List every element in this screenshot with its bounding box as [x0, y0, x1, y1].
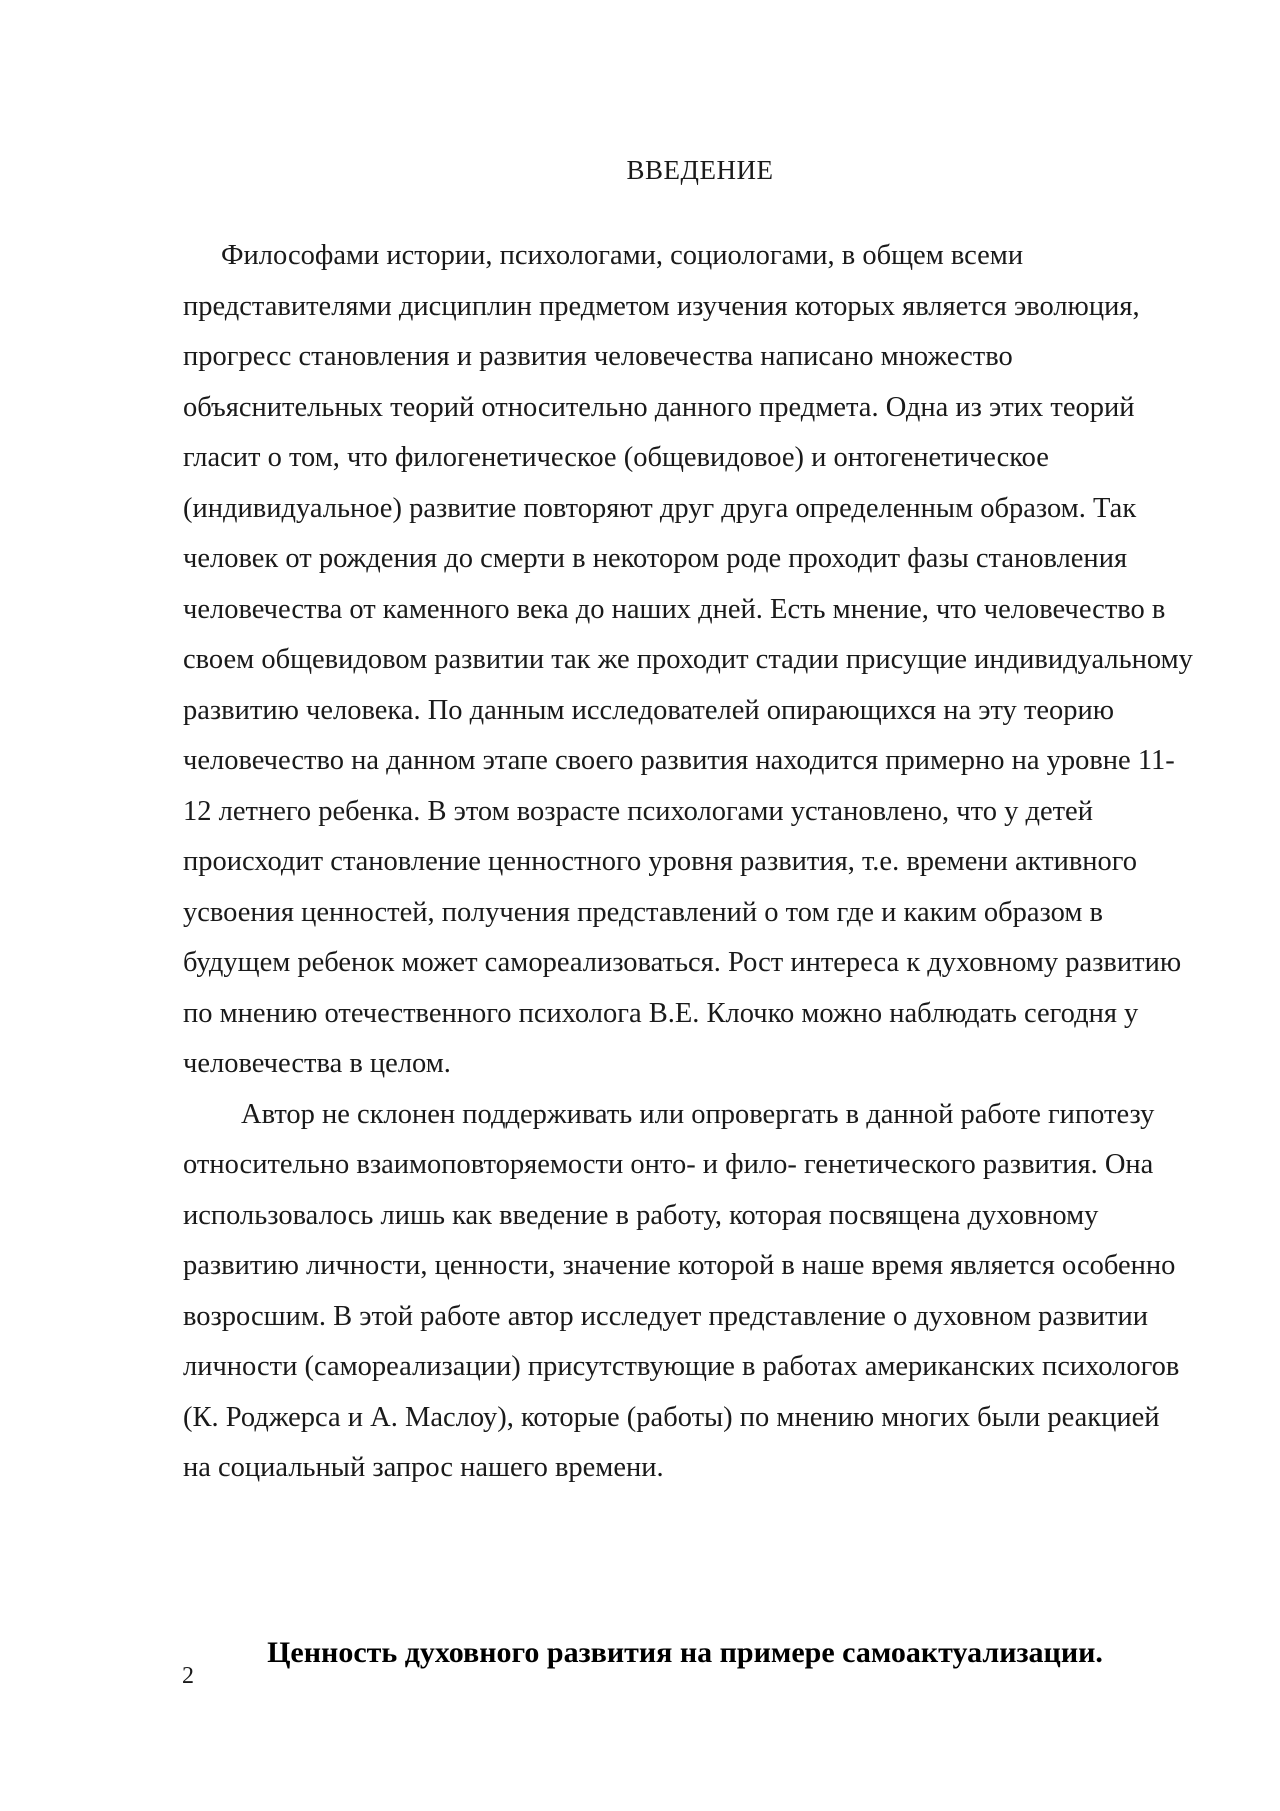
- page-heading: ВВЕДЕНИЕ: [626, 155, 774, 185]
- section-title: Ценность духовного развития на примере самоактуализации.: [267, 1636, 1103, 1669]
- body-text: [183, 231, 1193, 1494]
- page-number: 2: [182, 1663, 194, 1689]
- paragraph-intro: Философами истории, психологами, социологами, в общем всеми представителями дисциплин предметом изучения которых является эволюция, прогресс становления и развития человечества написано множество объяснительных теорий относительно данного предмета. Одна из этих теорий гласит о том, что филогенетическое (общевидовое) и онтогенетическое (индивидуальное) развитие повторяют друг друга определенным образом. Так человек от рождения до смерти в некотором роде проходит фазы становления человечества от каменного века до наших дней. Есть мнение, что человечество в своем общевидовом развитии так же проходит стадии присущие индивидуальному развитию человека. По данным исследователей опирающихся на эту теорию человечество на данном этапе своего развития находится примерно на уровне 11-12 летнего ребенка. В этом возрасте психологами установлено, что у детей происходит становление ценностного уровня развития, т.е. времени активного усвоения ценностей, получения представлений о том где и каким образом в будущем ребенок может самореализоваться. Рост интереса к духовному развитию по мнению отечественного психолога В.Е. Клочко можно наблюдать сегодня у человечества в целом.: [183, 240, 1193, 1079]
- paragraph-author: Автор не склонен поддерживать или опровергать в данной работе гипотезу относительно взаимоповторяемости онто- и фило- генетического развития. Она использовалось лишь как введение в работу, которая посвящена духовному развитию личности, ценности, значение которой в наше время является особенно возросшим. В этой работе автор исследует представление о духовном развитии личности (самореализации) присутствующие в работах американских психологов (К. Роджерса и А. Маслоу), которые (работы) по мнению многих были реакцией на социальный запрос нашего времени.: [183, 1098, 1180, 1483]
